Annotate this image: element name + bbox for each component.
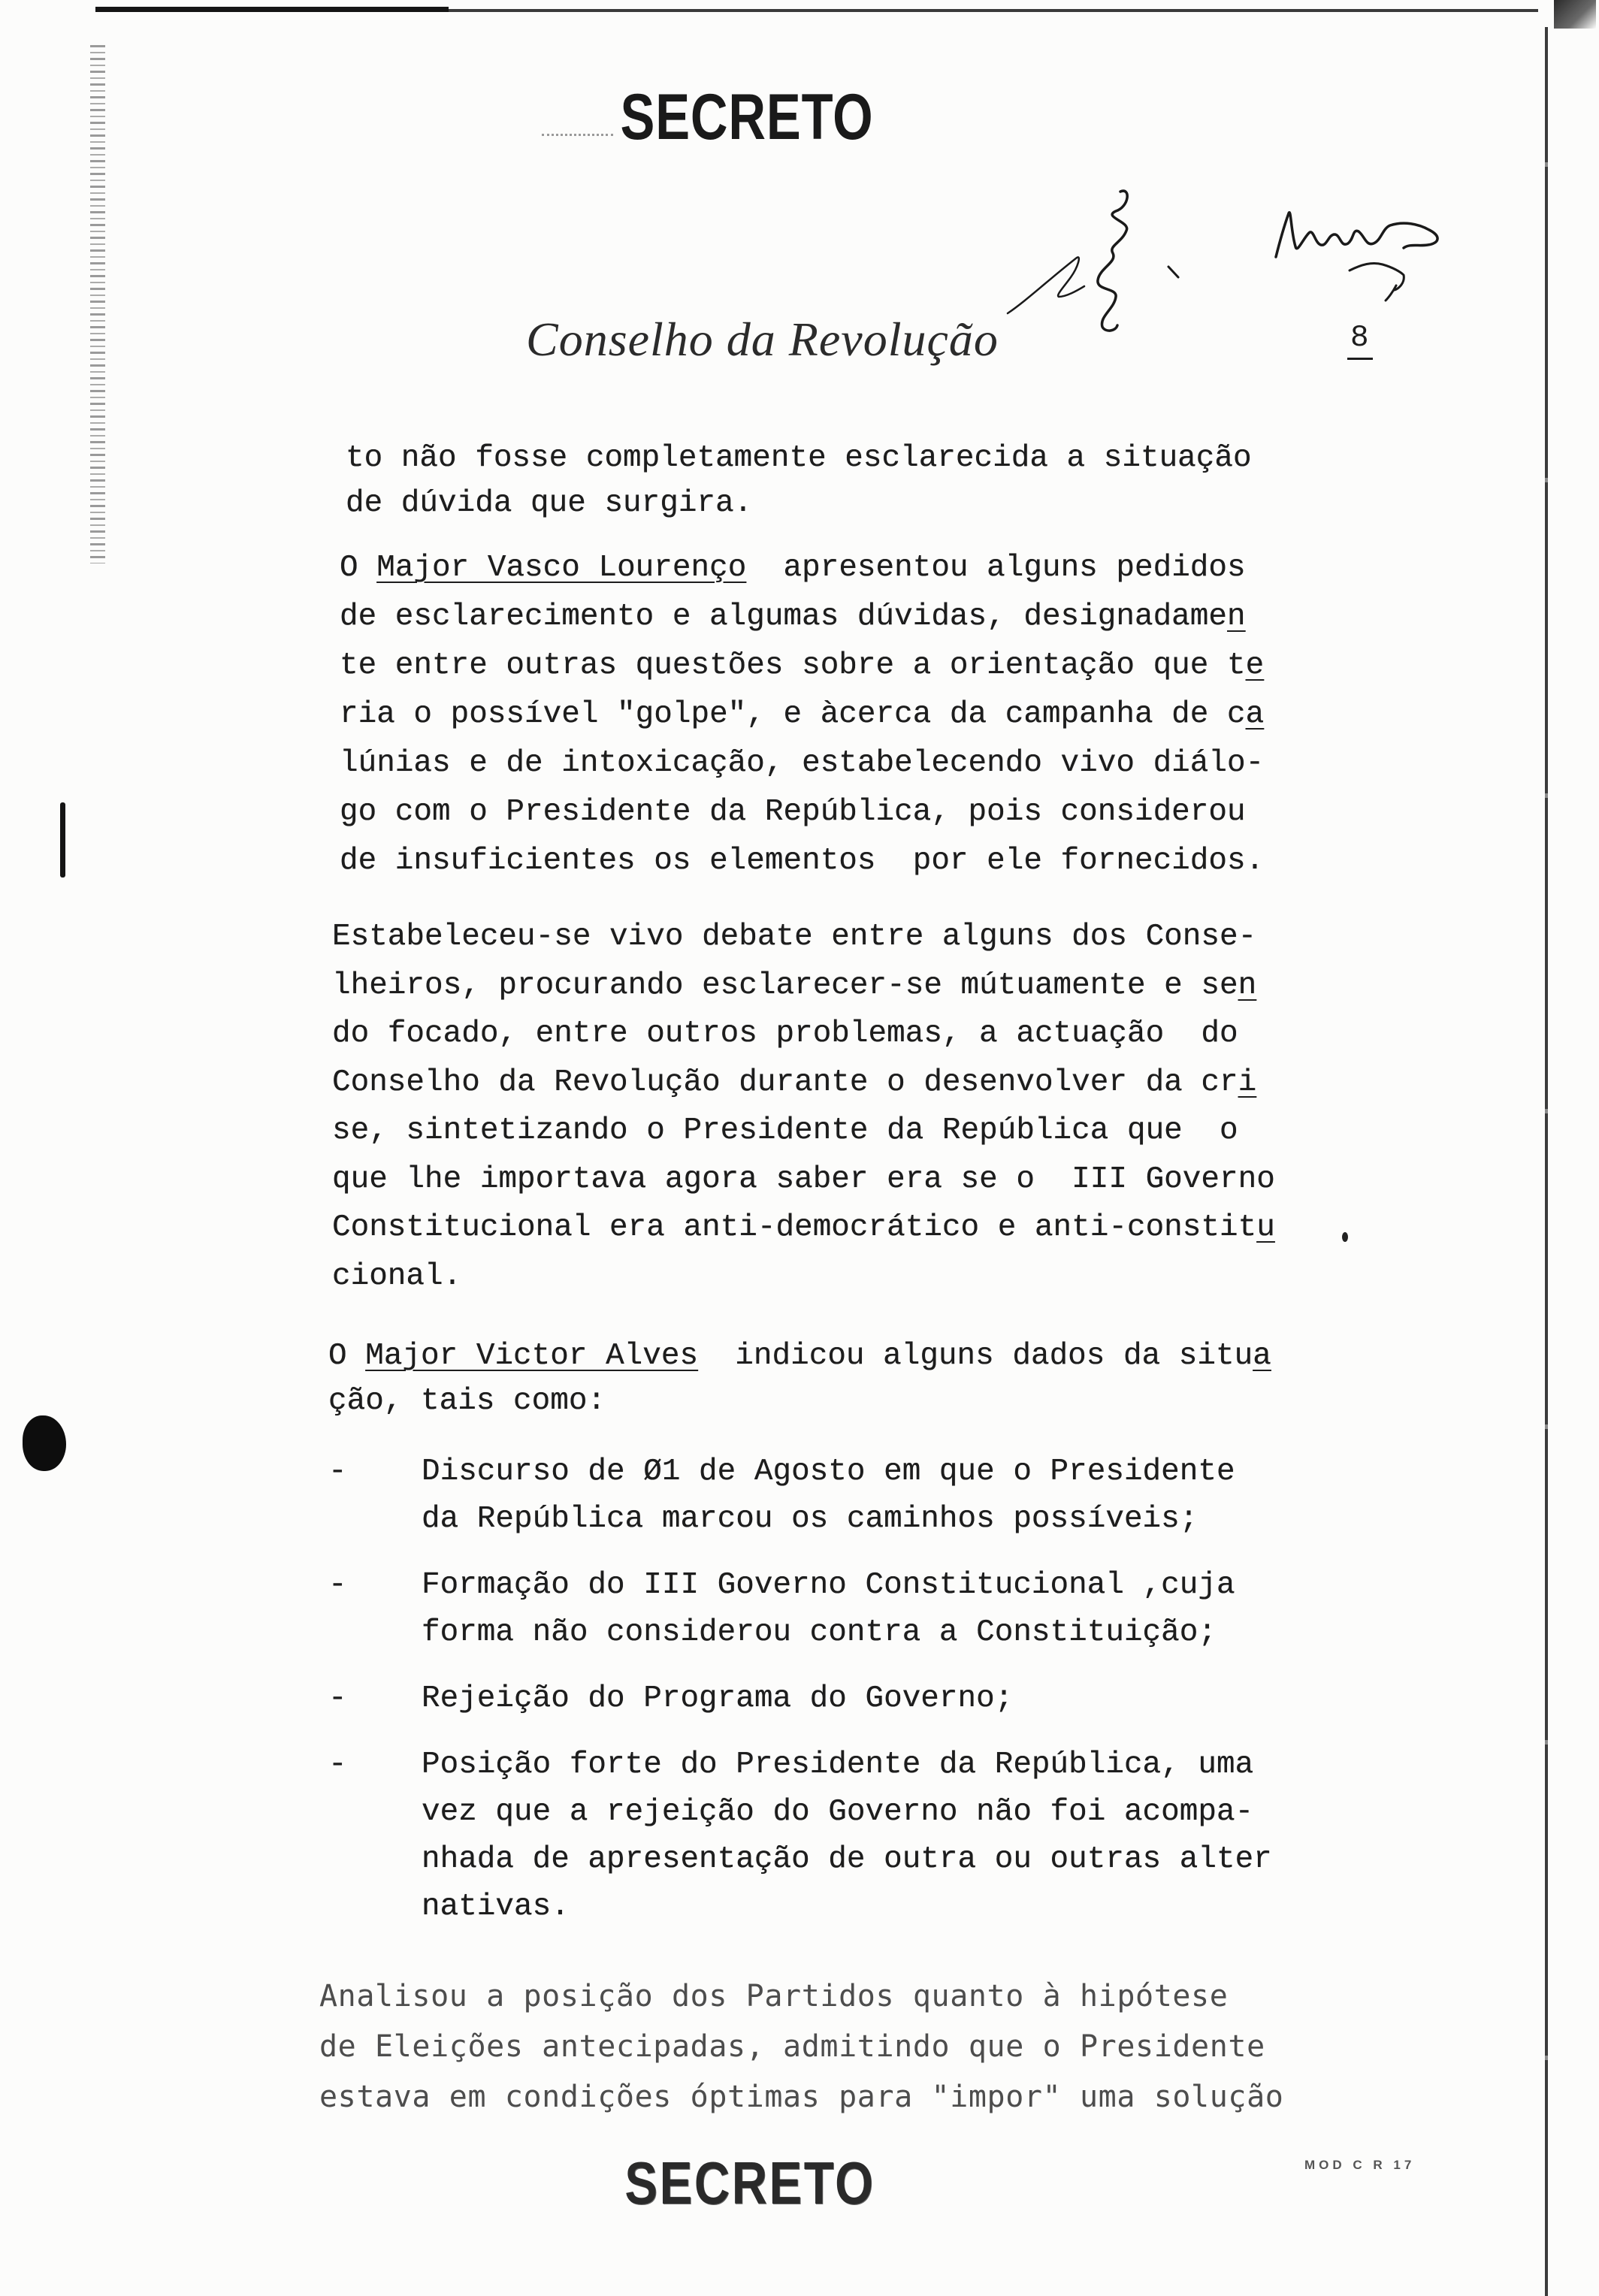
text-line: Posição forte do Presidente da República, uma <box>422 1748 1254 1782</box>
scan-edge-top-shadow <box>95 7 449 12</box>
list-item <box>328 1449 1272 1543</box>
text-line: Rejeição do Programa do Governo; <box>422 1681 1014 1716</box>
signature-1 <box>1003 184 1183 334</box>
list-item-text <box>422 1675 1272 1723</box>
text-line <box>340 642 1264 690</box>
scan-left-mark <box>60 802 65 878</box>
underlined-text: i <box>1238 1065 1257 1100</box>
header-dot-leader <box>542 134 613 136</box>
list-marker: - <box>328 1455 347 1489</box>
paragraph-debate <box>332 913 1275 1301</box>
punch-hole <box>23 1415 66 1471</box>
list-item-text <box>422 1562 1272 1657</box>
paragraph-victor-alves <box>328 1334 1271 1424</box>
underlined-text: a <box>1253 1339 1271 1373</box>
scan-corner-shadow <box>1554 0 1596 29</box>
paragraph-analysis <box>319 1971 1283 2122</box>
text-line: vez que a rejeição do Governo não foi acompa- <box>422 1795 1254 1829</box>
page-number-underline <box>1347 358 1373 360</box>
underlined-text: n <box>1227 600 1246 634</box>
paragraph-continuation <box>346 436 1252 526</box>
text-segment: Conselho da Revolução durante o desenvolver da cr <box>332 1065 1238 1100</box>
text-line: da República marcou os caminhos possíveis; <box>422 1502 1198 1536</box>
text-segment: apresentou alguns pedidos <box>746 551 1246 585</box>
list-item <box>328 1675 1272 1723</box>
text-line <box>332 962 1275 1011</box>
underlined-text: e <box>1245 648 1265 683</box>
scan-edge-right <box>1545 27 1548 2296</box>
list-marker: - <box>328 1681 347 1716</box>
text-line: do focado, entre outros problemas, a actuação do <box>332 1017 1238 1051</box>
text-line: forma não considerou contra a Constituição; <box>422 1615 1217 1650</box>
text-line: Analisou a posição dos Partidos quanto à hipótese <box>319 1979 1229 2014</box>
text-line <box>328 1334 1271 1379</box>
list-item-text <box>422 1449 1272 1543</box>
text-segment: O <box>328 1339 366 1373</box>
list-item-text <box>422 1742 1272 1931</box>
text-line: Formação do III Governo Constitucional ,cuja <box>422 1568 1235 1603</box>
text-segment: Constitucional era anti-democrático e anti-constit <box>332 1210 1257 1245</box>
text-segment: ria o possível "golpe", e àcerca da campanha de c <box>340 697 1246 732</box>
text-line: nativas. <box>422 1890 570 1924</box>
classification-header: SECRETO <box>620 81 874 153</box>
text-line: estava em condições óptimas para "impor" uma solução <box>319 2080 1284 2114</box>
underlined-text: Major Victor Alves <box>365 1339 699 1373</box>
text-segment: de esclarecimento e algumas dúvidas, designadame <box>340 600 1227 634</box>
text-line: de Eleições antecipadas, admitindo que o Presidente <box>319 2029 1265 2064</box>
underlined-text: Major Vasco Lourenço <box>376 551 747 585</box>
form-code: MOD C R 17 <box>1304 2158 1416 2172</box>
list-marker: - <box>328 1568 347 1603</box>
list-item <box>328 1562 1272 1657</box>
text-segment: te entre outras questões sobre a orientação que t <box>340 648 1246 683</box>
list-marker: - <box>328 1748 347 1782</box>
text-segment: lheiros, procurando esclarecer-se mútuamente e se <box>332 968 1238 1003</box>
signature-2 <box>1268 201 1456 307</box>
text-line: se, sintetizando o Presidente da República que o <box>332 1113 1238 1148</box>
text-line <box>332 1204 1275 1252</box>
paragraph-vasco-lourenco <box>340 544 1264 886</box>
classification-footer: SECRETO <box>624 2149 875 2216</box>
text-line <box>332 1059 1275 1107</box>
text-line: go com o Presidente da República, pois considerou <box>340 795 1246 829</box>
text-line: cional. <box>332 1258 462 1294</box>
underlined-text: a <box>1245 697 1265 732</box>
underlined-text: u <box>1256 1210 1275 1245</box>
text-line <box>340 690 1264 739</box>
text-line <box>340 593 1264 642</box>
text-line <box>340 544 1264 593</box>
list-item <box>328 1742 1272 1931</box>
bullet-list <box>328 1449 1272 1950</box>
text-line: Estabeleceu-se vivo debate entre alguns dos Conse- <box>332 920 1257 954</box>
text-line: que lhe importava agora saber era se o III Governo <box>332 1162 1275 1197</box>
text-line: lúnias e de intoxicação, estabelecendo vivo diálo- <box>340 746 1265 781</box>
text-line: Discurso de Ø1 de Agosto em que o Presidente <box>422 1455 1235 1489</box>
text-line: de dúvida que surgira. <box>346 486 753 521</box>
page-number: 8 <box>1350 321 1369 355</box>
text-line: de insuficientes os elementos por ele fornecidos. <box>340 844 1265 878</box>
scan-edge-left-noise <box>90 45 105 563</box>
text-line: ção, tais como: <box>328 1384 606 1418</box>
underlined-text: n <box>1238 968 1257 1003</box>
letterhead-title: Conselho da Revolução <box>526 313 999 366</box>
text-segment: O <box>340 551 377 585</box>
text-line: nhada de apresentação de outra ou outras alter <box>422 1842 1272 1877</box>
ink-spot <box>1342 1232 1348 1242</box>
text-segment: indicou alguns dados da situ <box>698 1339 1253 1373</box>
text-line: to não fosse completamente esclarecida a situação <box>346 441 1252 476</box>
